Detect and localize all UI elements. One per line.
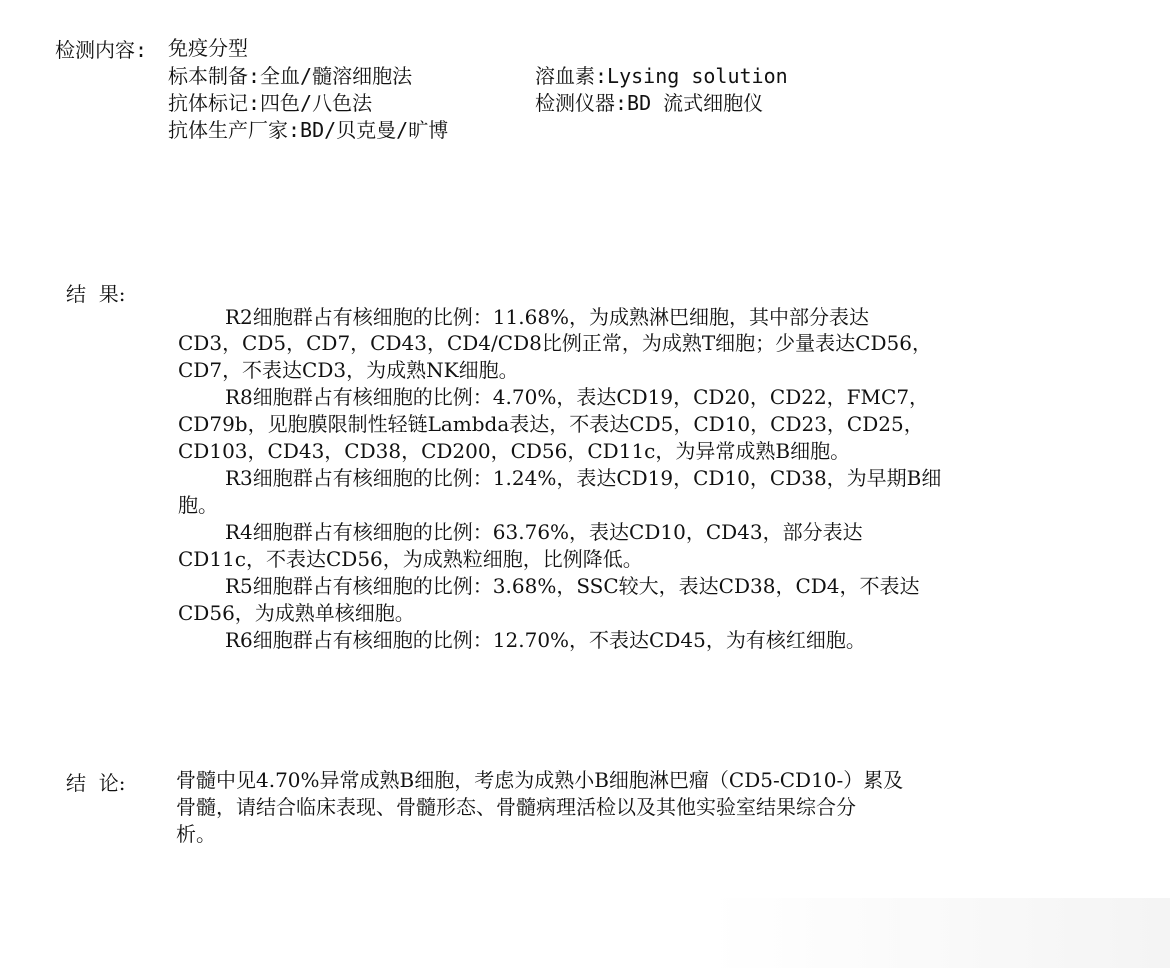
results-line: R6细胞群占有核细胞的比例：12.70%，不表达CD45，为有核红细胞。 <box>225 628 866 652</box>
antibody-labeling: 抗体标记:四色/八色法 <box>168 91 373 115</box>
test-content-label: 检测内容: <box>55 38 148 62</box>
conclusion-line: 骨髓，请结合临床表现、骨髓形态、骨髓病理活检以及其他实验室结果综合分 <box>176 795 856 819</box>
results-line: R3细胞群占有核细胞的比例：1.24%，表达CD19，CD10，CD38，为早期B细 <box>225 466 942 490</box>
scan-shadow <box>710 898 1170 968</box>
lysis-reagent: 溶血素:Lysing solution <box>535 64 788 88</box>
results-line: R5细胞群占有核细胞的比例：3.68%，SSC较大，表达CD38，CD4，不表达 <box>225 574 920 598</box>
results-line: R8细胞群占有核细胞的比例：4.70%，表达CD19，CD20，CD22，FMC7， <box>225 385 930 409</box>
conclusion-line: 骨髓中见4.70%异常成熟B细胞，考虑为成熟小B细胞淋巴瘤（CD5-CD10-）累及 <box>176 768 904 792</box>
antibody-manufacturer: 抗体生产厂家:BD/贝克曼/旷博 <box>168 118 449 142</box>
instrument: 检测仪器:BD 流式细胞仪 <box>535 91 764 115</box>
results-line: 胞。 <box>178 493 218 517</box>
conclusion-label: 结 论: <box>66 771 126 795</box>
results-line: R4细胞群占有核细胞的比例：63.76%，表达CD10，CD43，部分表达 <box>225 520 863 544</box>
results-line: CD11c，不表达CD56，为成熟粒细胞，比例降低。 <box>178 547 643 571</box>
results-label: 结 果: <box>66 282 126 306</box>
results-line: CD7，不表达CD3，为成熟NK细胞。 <box>178 358 519 382</box>
results-line: CD3，CD5，CD7，CD43，CD4/CD8比例正常，为成熟T细胞；少量表达CD56， <box>178 331 932 355</box>
test-content-value: 免疫分型 <box>168 36 248 60</box>
results-line: CD103，CD43，CD38，CD200，CD56，CD11c，为异常成熟B细胞。 <box>178 439 851 463</box>
results-line: CD56，为成熟单核细胞。 <box>178 601 415 625</box>
results-line: CD79b，见胞膜限制性轻链Lambda表达，不表达CD5，CD10，CD23，CD25， <box>178 412 924 436</box>
conclusion-line: 析。 <box>176 822 216 846</box>
results-line: R2细胞群占有核细胞的比例：11.68%，为成熟淋巴细胞，其中部分表达 <box>225 305 870 329</box>
sample-prep: 标本制备:全血/髓溶细胞法 <box>168 64 413 88</box>
